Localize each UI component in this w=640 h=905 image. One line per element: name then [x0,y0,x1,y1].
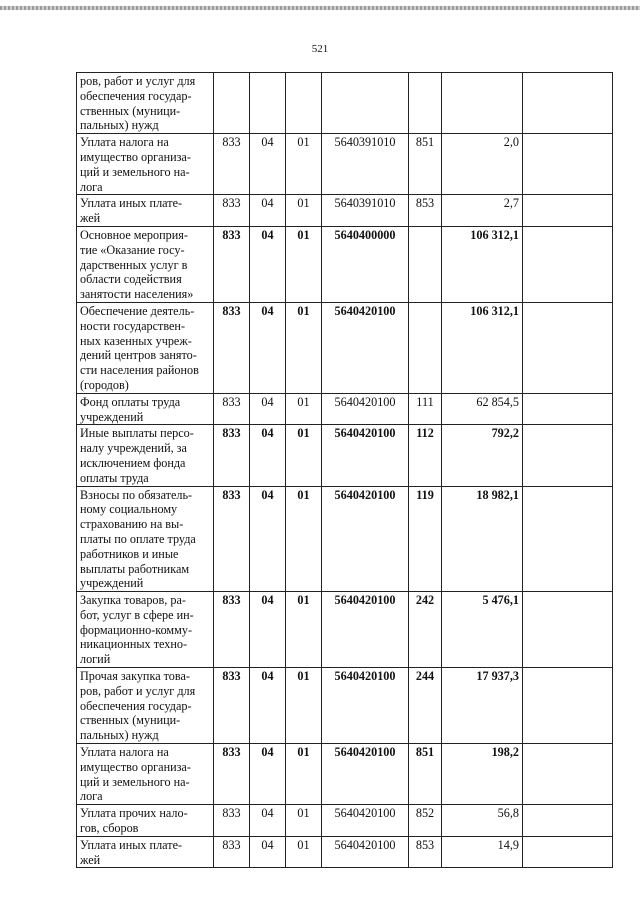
extra-cell [523,836,613,868]
expense-type-code: 244 [409,668,442,744]
row-name: Фонд оплаты труда учреждений [77,393,214,425]
row-name: Обеспечение деятель- ности государствен- ных казенных учреж- дений центров занято- сти населения районов (городов) [77,302,214,393]
extra-cell [523,668,613,744]
section-code: 04 [250,195,286,227]
section-code: 04 [250,425,286,486]
ministry-code: 833 [214,805,250,837]
subsection-code: 01 [286,302,322,393]
ministry-code: 833 [214,195,250,227]
amount: 5 476,1 [442,592,523,668]
table-row [77,134,613,195]
ministry-code: 833 [214,302,250,393]
expense-type-code: 853 [409,836,442,868]
amount: 62 854,5 [442,393,523,425]
expense-type-code [409,73,442,134]
subsection-code: 01 [286,134,322,195]
target-article-code: 5640391010 [322,134,409,195]
section-code [250,73,286,134]
ministry-code: 833 [214,134,250,195]
target-article-code [322,73,409,134]
subsection-code: 01 [286,744,322,805]
target-article-code: 5640391010 [322,195,409,227]
subsection-code: 01 [286,425,322,486]
ministry-code: 833 [214,226,250,302]
table-row [77,393,613,425]
target-article-code: 5640420100 [322,486,409,592]
table-row [77,73,613,134]
expense-type-code [409,226,442,302]
amount: 792,2 [442,425,523,486]
expense-type-code: 242 [409,592,442,668]
target-article-code: 5640420100 [322,836,409,868]
subsection-code: 01 [286,592,322,668]
scan-edge [0,6,640,10]
extra-cell [523,425,613,486]
table-row [77,486,613,592]
ministry-code: 833 [214,592,250,668]
table-row [77,195,613,227]
target-article-code: 5640420100 [322,393,409,425]
amount: 2,7 [442,195,523,227]
target-article-code: 5640420100 [322,302,409,393]
row-name: Уплата налога на имущество организа- ций и земельного на- лога [77,744,214,805]
extra-cell [523,393,613,425]
row-name: Уплата иных плате- жей [77,836,214,868]
expense-type-code: 852 [409,805,442,837]
ministry-code [214,73,250,134]
section-code: 04 [250,668,286,744]
amount: 198,2 [442,744,523,805]
ministry-code: 833 [214,836,250,868]
subsection-code: 01 [286,393,322,425]
ministry-code: 833 [214,744,250,805]
table-row [77,836,613,868]
budget-table [76,72,613,868]
extra-cell [523,302,613,393]
target-article-code: 5640420100 [322,668,409,744]
amount [442,73,523,134]
ministry-code: 833 [214,486,250,592]
amount: 56,8 [442,805,523,837]
extra-cell [523,744,613,805]
target-article-code: 5640420100 [322,592,409,668]
expense-type-code: 853 [409,195,442,227]
table-row [77,805,613,837]
row-name: Закупка товаров, ра- бот, услуг в сфере ин- формационно-комму- никационных техно- логий [77,592,214,668]
table-row [77,592,613,668]
row-name: ров, работ и услуг для обеспечения государ- ственных (муници- пальных) нужд [77,73,214,134]
expense-type-code: 851 [409,744,442,805]
table-row [77,226,613,302]
section-code: 04 [250,226,286,302]
expense-type-code [409,302,442,393]
subsection-code: 01 [286,195,322,227]
row-name: Прочая закупка това- ров, работ и услуг для обеспечения государ- ственных (муници- пальных) нужд [77,668,214,744]
extra-cell [523,592,613,668]
target-article-code: 5640420100 [322,805,409,837]
expense-type-code: 119 [409,486,442,592]
section-code: 04 [250,805,286,837]
target-article-code: 5640400000 [322,226,409,302]
subsection-code: 01 [286,805,322,837]
section-code: 04 [250,302,286,393]
table-row [77,302,613,393]
extra-cell [523,195,613,227]
amount: 17 937,3 [442,668,523,744]
row-name: Уплата прочих нало- гов, сборов [77,805,214,837]
ministry-code: 833 [214,425,250,486]
section-code: 04 [250,836,286,868]
expense-type-code: 851 [409,134,442,195]
table-row [77,744,613,805]
target-article-code: 5640420100 [322,744,409,805]
ministry-code: 833 [214,668,250,744]
expense-type-code: 111 [409,393,442,425]
subsection-code: 01 [286,226,322,302]
amount: 106 312,1 [442,226,523,302]
row-name: Уплата иных плате- жей [77,195,214,227]
table-row [77,425,613,486]
extra-cell [523,73,613,134]
extra-cell [523,486,613,592]
ministry-code: 833 [214,393,250,425]
subsection-code [286,73,322,134]
table-row [77,668,613,744]
row-name: Взносы по обязатель- ному социальному страхованию на вы- платы по оплате труда работников и иные выплаты работникам учреждений [77,486,214,592]
section-code: 04 [250,744,286,805]
subsection-code: 01 [286,836,322,868]
amount: 2,0 [442,134,523,195]
extra-cell [523,134,613,195]
section-code: 04 [250,592,286,668]
subsection-code: 01 [286,486,322,592]
expense-type-code: 112 [409,425,442,486]
row-name: Уплата налога на имущество организа- ций и земельного на- лога [77,134,214,195]
page-number: 521 [311,43,329,55]
row-name: Иные выплаты персо- налу учреждений, за исключением фонда оплаты труда [77,425,214,486]
section-code: 04 [250,134,286,195]
amount: 14,9 [442,836,523,868]
amount: 18 982,1 [442,486,523,592]
section-code: 04 [250,486,286,592]
subsection-code: 01 [286,668,322,744]
amount: 106 312,1 [442,302,523,393]
section-code: 04 [250,393,286,425]
extra-cell [523,226,613,302]
row-name: Основное мероприя- тие «Оказание госу- дарственных услуг в области содействия занятости населения» [77,226,214,302]
extra-cell [523,805,613,837]
target-article-code: 5640420100 [322,425,409,486]
